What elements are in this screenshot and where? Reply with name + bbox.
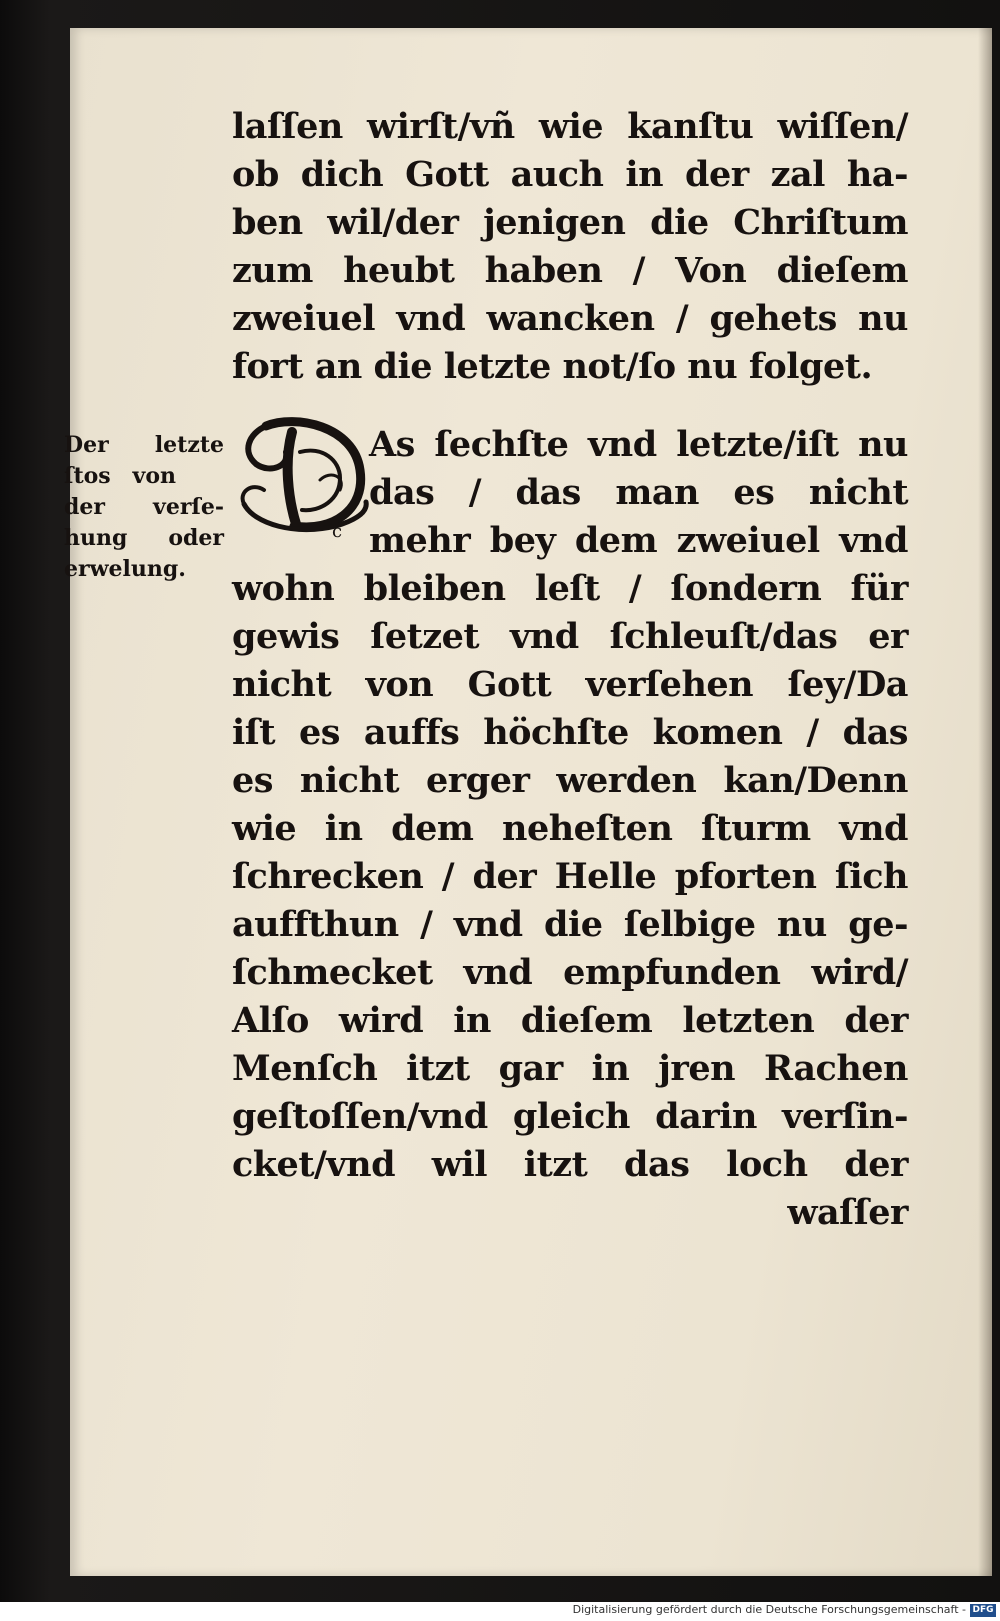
- text-line: gewis ſetzet vnd ſchleuſt/das er: [232, 616, 908, 657]
- text-line: mehr bey dem zweiuel vnd: [369, 520, 908, 561]
- text-line: Alſo wird in dieſem letzten der: [232, 1000, 908, 1041]
- page-edge-shadow: [978, 28, 992, 1576]
- text-line: ob dich Gott auch in der zal ha-: [232, 154, 908, 195]
- text-line: das / das man es nicht: [369, 472, 908, 513]
- catchword: waſſer: [787, 1192, 908, 1233]
- text-line: laſſen wirſt/vñ wie kanſtu wiſſen/: [232, 106, 908, 147]
- dfg-logo: DFG: [970, 1604, 996, 1617]
- marginal-note: [64, 430, 224, 585]
- text-line: ben wil/der jenigen die Chriſtum: [232, 202, 908, 243]
- text-line: zweiuel vnd wancken / gehets nu: [232, 298, 908, 339]
- text-line: zum heubt haben / Von dieſem: [232, 250, 908, 291]
- decorated-initial-d: [236, 412, 372, 538]
- text-line: As ſechſte vnd letzte/iſt nu: [369, 424, 908, 465]
- text-line: Menſch itzt gar in jren Rachen: [232, 1048, 908, 1089]
- marginal-line: hung oder: [64, 525, 224, 551]
- marginal-line: der verſe-: [64, 494, 224, 520]
- text-line: wohn bleiben leſt / ſondern für: [232, 568, 908, 609]
- footer-credit: Digitalisierung gefördert durch die Deutsche Forschungsgemeinschaft -: [572, 1603, 966, 1616]
- marginal-line: erwelung.: [64, 556, 186, 582]
- text-line: cket/vnd wil itzt das loch der: [232, 1144, 908, 1185]
- text-line: iſt es auffs höchſte komen / das: [232, 712, 908, 753]
- marginal-line: ſtos von: [64, 463, 176, 489]
- text-line: ſchrecken / der Helle pforten ſich: [232, 856, 908, 897]
- text-line: nicht von Gott verſehen ſey/Da: [232, 664, 908, 705]
- main-text-block: [232, 103, 908, 1237]
- text-line: wie in dem neheſten ſturm vnd: [232, 808, 908, 849]
- svg-text:c: c: [332, 521, 343, 538]
- text-line: es nicht erger werden kan/Denn: [232, 760, 908, 801]
- text-line: geſtoſſen/vnd gleich darin verſin-: [232, 1096, 908, 1137]
- text-line: ſchmecket vnd empfunden wird/: [232, 952, 908, 993]
- text-line: auffthun / vnd die ſelbige nu ge-: [232, 904, 908, 945]
- text-line: fort an die letzte not/ſo nu folget.: [232, 346, 873, 387]
- marginal-line: Der letzte: [64, 432, 224, 458]
